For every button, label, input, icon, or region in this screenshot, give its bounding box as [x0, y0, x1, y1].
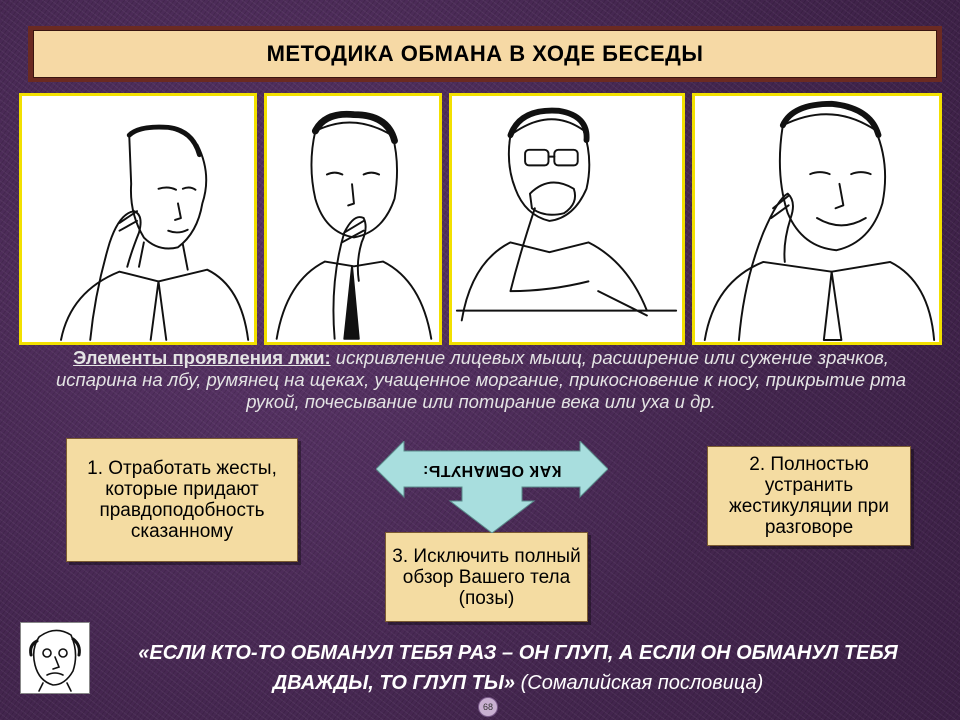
tip-box-3	[385, 532, 588, 622]
man-scratching-neck-drawing	[22, 96, 254, 342]
lie-signs-description	[50, 347, 912, 413]
page-title: МЕТОДИКА ОБМАНА В ХОДЕ БЕСЕДЫ	[266, 41, 704, 66]
illustration-covering-mouth	[449, 93, 685, 345]
illustration-touching-lips	[264, 93, 442, 345]
tip-box-3-text: 3. Исключить полный обзор Вашего тела (позы)	[392, 545, 581, 609]
page-number-badge: 68	[478, 697, 498, 717]
man-touching-lips-drawing	[267, 96, 439, 342]
description-text: искривление лицевых мышц, расширение или сужение зрачков, испарина на лбу, румянец на щеках, учащенное моргание, прикосновение к носу, прикрытие рта рукой, почесывание или потирание века или уха и др.	[55, 347, 907, 412]
man-touching-ear-drawing	[695, 96, 939, 342]
worried-face-icon	[21, 623, 89, 693]
title-banner	[33, 30, 937, 78]
title-frame	[28, 26, 942, 82]
illustration-touching-ear	[692, 93, 942, 345]
quote-text: «ЕСЛИ КТО-ТО ОБМАНУЛ ТЕБЯ РАЗ – ОН ГЛУП, А ЕСЛИ ОН ОБМАНУЛ ТЕБЯ ДВАЖДЫ, ТО ГЛУП ТЫ»	[138, 642, 898, 694]
tip-box-2	[707, 446, 911, 546]
quote-source: (Сомалийская пословица)	[515, 672, 764, 694]
arrow-label: КАК ОБМАНУТЬ:	[422, 462, 562, 479]
illustration-scratching-neck	[19, 93, 257, 345]
description-lead: Элементы проявления лжи:	[73, 347, 331, 368]
man-covering-mouth-drawing	[452, 96, 682, 342]
tip-box-1	[66, 438, 298, 562]
how-to-deceive-arrow	[376, 441, 608, 533]
tip-box-1-text: 1. Отработать жесты, которые придают правдоподобность сказанному	[87, 458, 277, 542]
tip-box-2-text: 2. Полностью устранить жестикуляции при разговоре	[729, 454, 889, 538]
worried-face-cartoon	[20, 622, 90, 694]
somali-proverb-quote	[108, 638, 928, 698]
